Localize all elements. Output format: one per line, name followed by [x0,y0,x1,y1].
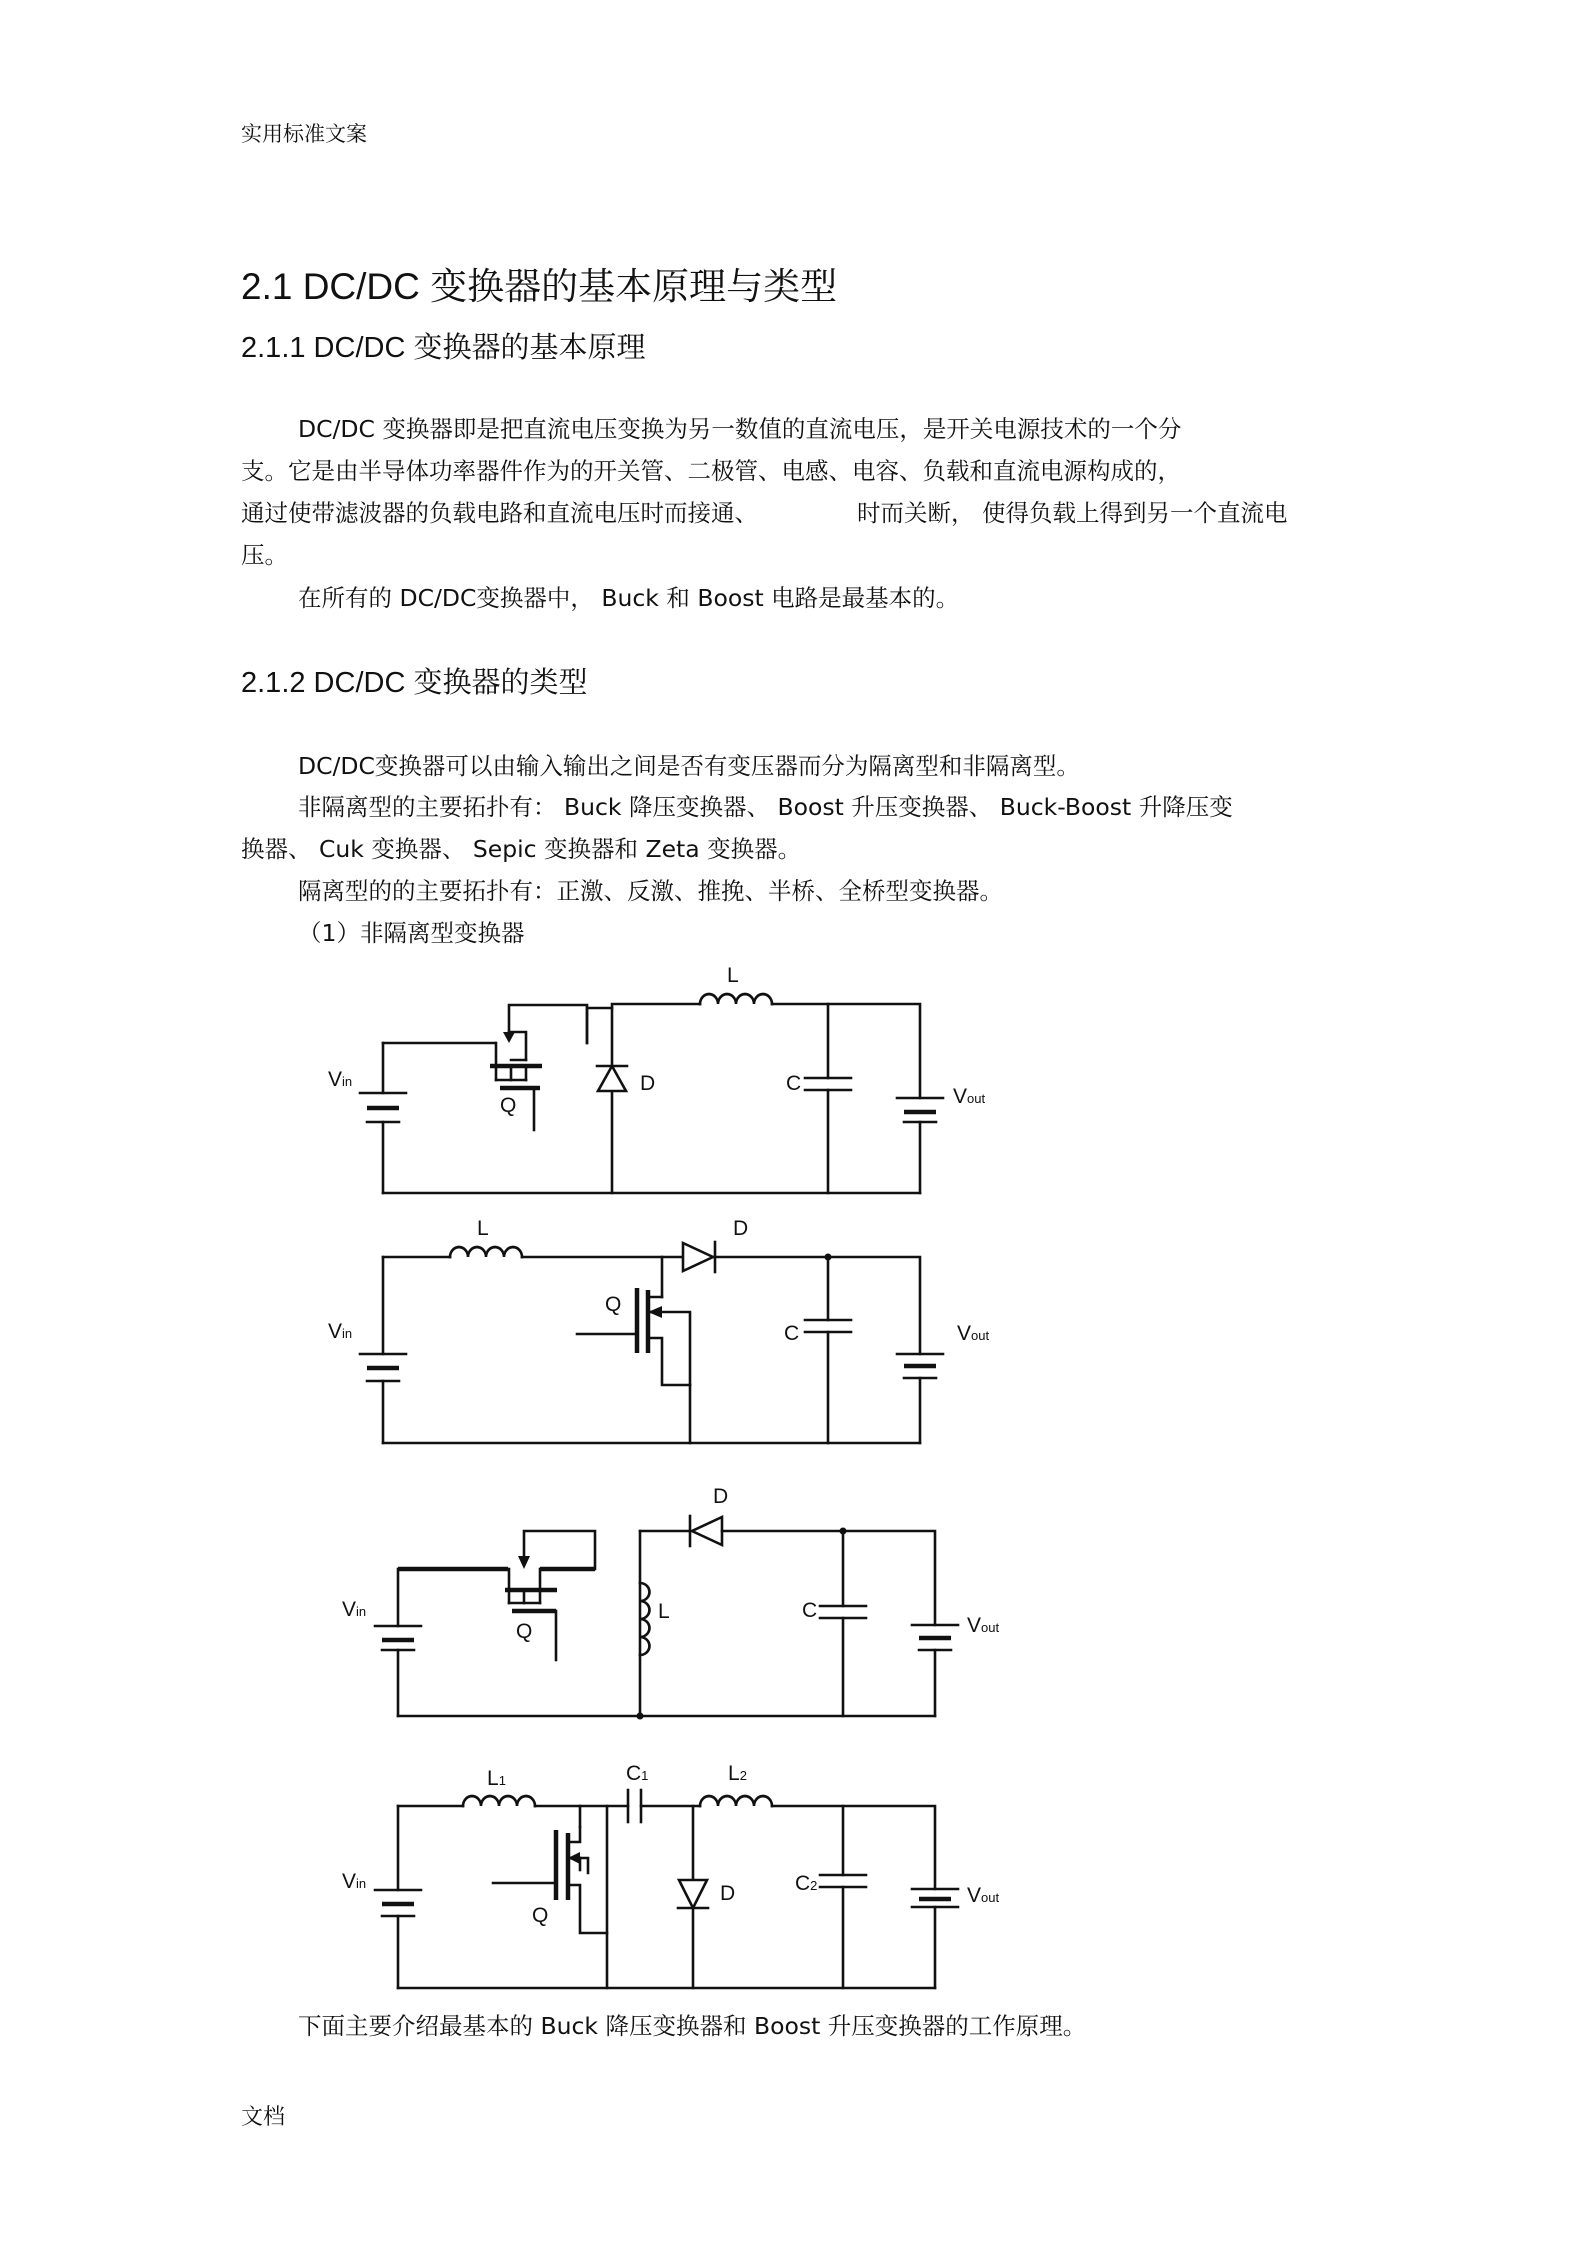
capacitor-c1-label [626,1762,648,1785]
paragraph-line: 在所有的 DC/DC变换器中， Buck 和 Boost 电路是最基本的。 [298,584,960,612]
section-title: 2.1 DC/DC 变换器的基本原理与类型 [241,266,838,307]
paragraph-line: （1）非隔离型变换器 [298,919,525,947]
buck-boost-converter-diagram [342,1485,999,1720]
capacitor-c2-main: C [795,1872,811,1895]
vin-label-subscript: in [342,1074,353,1089]
switch-label: Q [605,1293,622,1316]
vin-label-main: V [342,1598,357,1621]
vout-label [957,1322,989,1345]
paragraph-line: 下面主要介绍最基本的 Buck 降压变换器和 Boost 升压变换器的工作原理。 [298,2012,1087,2040]
inductor-l1-main: L [487,1767,499,1790]
inductor-l2-subscript: 2 [739,1768,747,1783]
subsection-title-principle: 2.1.1 DC/DC 变换器的基本原理 [241,332,646,364]
vin-label-subscript: in [356,1876,367,1891]
boost-converter-diagram [328,1217,989,1443]
vin-label-subscript: in [342,1326,353,1341]
vin-label [342,1598,366,1621]
vin-label [342,1870,366,1893]
diode-label: D [733,1217,749,1240]
vout-label-main: V [953,1085,968,1108]
switch-label: Q [516,1620,533,1643]
inductor-label: L [477,1217,489,1240]
inductor-l2-label [728,1762,747,1785]
diode-label: D [713,1485,729,1508]
buck-converter-diagram [328,964,985,1193]
switch-label: Q [532,1904,549,1927]
capacitor-c2-label [795,1872,817,1895]
paragraph-line: 通过使带滤波器的负载电路和直流电压时而接通、 [241,499,758,527]
paragraph-line: DC/DC变换器可以由输入输出之间是否有变压器而分为隔离型和非隔离型。 [298,752,1080,780]
capacitor-label: C [784,1322,800,1345]
vin-label-main: V [328,1068,343,1091]
vout-label-subscript: out [971,1328,990,1343]
vin-label-main: V [342,1870,357,1893]
paragraph-line: 换器、 Cuk 变换器、 Sepic 变换器和 Zeta 变换器。 [241,835,802,863]
inductor-l2-main: L [728,1762,740,1785]
capacitor-c2-subscript: 2 [810,1878,818,1893]
paragraph-line: 压。 [241,541,288,569]
page-header: 实用标准文案 [241,122,367,146]
diode-label: D [720,1882,736,1905]
vin-label-main: V [328,1320,343,1343]
capacitor-label: C [802,1599,818,1622]
capacitor-c1-main: C [626,1762,642,1785]
paragraph-line: 时而关断， 使得负载上得到另一个直流电 [857,499,1288,527]
cuk-converter-diagram [342,1762,999,1988]
inductor-l1-subscript: 1 [498,1773,506,1788]
vin-label [328,1320,352,1343]
capacitor-c1-subscript: 1 [641,1768,649,1783]
subsection-title-types: 2.1.2 DC/DC 变换器的类型 [241,667,588,699]
page-footer: 文档 [241,2105,286,2130]
vout-label [967,1614,999,1637]
vin-label-subscript: in [356,1604,367,1619]
paragraph-line: DC/DC 变换器即是把直流电压变换为另一数值的直流电压，是开关电源技术的一个分 [298,415,1182,443]
vout-label-subscript: out [981,1890,1000,1905]
vout-label-subscript: out [967,1091,986,1106]
capacitor-label: C [786,1072,802,1095]
paragraph-line: 非隔离型的主要拓扑有： Buck 降压变换器、 Boost 升压变换器、 Buck-Boost 升降压变 [298,793,1233,821]
inductor-label: L [727,964,739,987]
vout-label-main: V [967,1614,982,1637]
diode-label: D [640,1072,656,1095]
vout-label-main: V [967,1884,982,1907]
inductor-l1-label [487,1767,506,1790]
vout-label [953,1085,985,1108]
inductor-label: L [658,1600,670,1623]
vout-label-subscript: out [981,1620,1000,1635]
paragraph-line: 支。它是由半导体功率器件作为的开关管、二极管、电感、电容、负载和直流电源构成的， [241,457,1181,485]
vout-label-main: V [957,1322,972,1345]
paragraph-line: 隔离型的的主要拓扑有：正激、反激、推挽、半桥、全桥型变换器。 [298,877,1003,905]
switch-label: Q [500,1094,517,1117]
vin-label [328,1068,352,1091]
vout-label [967,1884,999,1907]
